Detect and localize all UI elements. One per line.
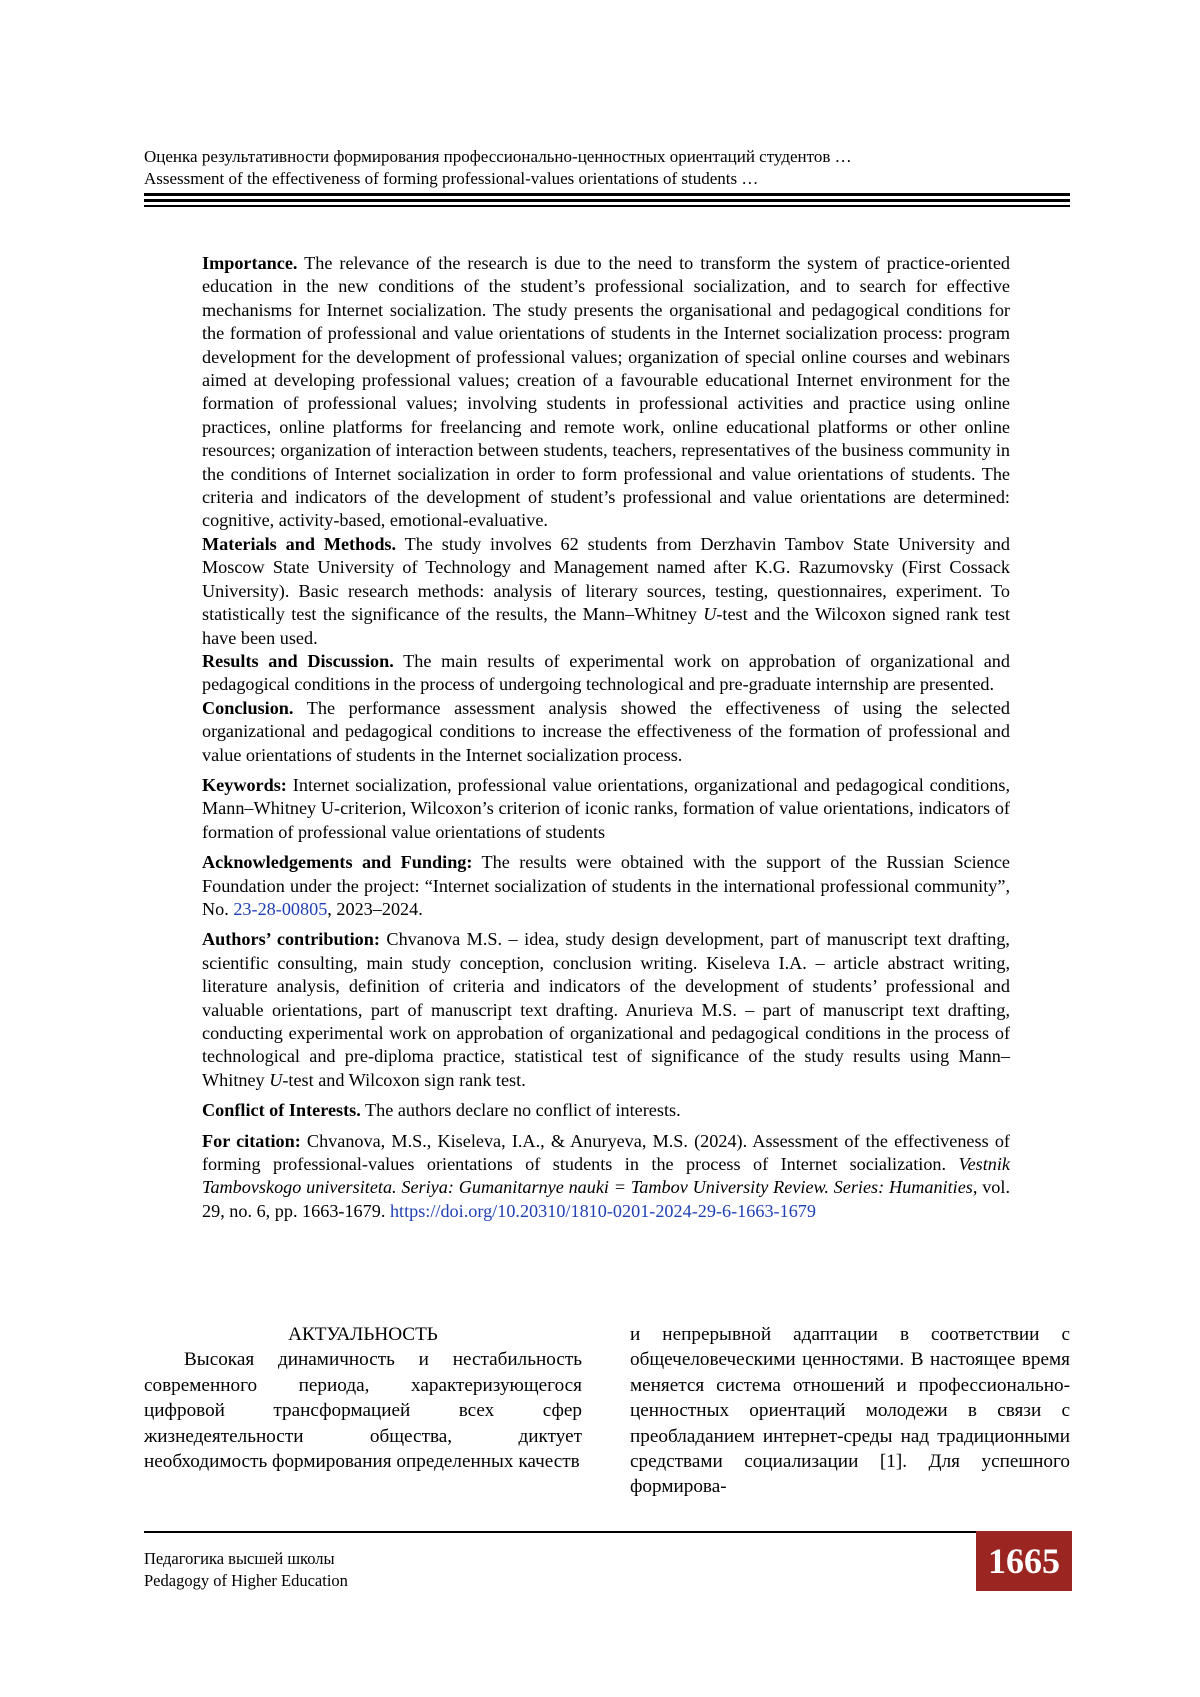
- conclusion-text: The performance assessment analysis showed the effectiveness of using the selected organizational and pedagogical conditions to increase the effectiveness of the formation of professional and value orientations of students in the Internet socialization process.: [202, 697, 1010, 765]
- running-footer: [144, 1548, 348, 1592]
- conclusion-label: Conclusion.: [202, 697, 294, 718]
- citation-journal: Vestnik Tambovskogo universiteta. Seriya: Gumanitarnye nauki = Tambov University Review. Series: Humanities: [202, 1154, 1010, 1198]
- conflict-label: Conflict of Interests.: [202, 1100, 361, 1121]
- funding-text: The results were obtained with the support of the Russian Science Foundation under the project: “Internet socialization of students in the international professional community”, No.: [202, 852, 1010, 919]
- methods-label: Materials and Methods.: [202, 533, 397, 554]
- footer-journal-en: Pedagogy of Higher Education: [144, 1571, 348, 1590]
- authors-u: U: [269, 1069, 283, 1090]
- header-rule-1: [144, 193, 1070, 196]
- funding-paragraph: [202, 851, 1010, 921]
- running-header-en: Assessment of the effectiveness of forming professional-values orientations of students …: [144, 169, 759, 188]
- importance-paragraph: [202, 252, 1010, 533]
- funding-label: Acknowledgements and Funding:: [202, 852, 473, 873]
- importance-text: The relevance of the research is due to the need to transform the system of practice-oriented education in the new conditions of the student’s professional socialization, and to search for effective mechanisms for Internet socialization. The study presents the organisational and pedagogical conditions for the formation of professional and value orientations of students in the Internet socialization process: program development for the development of professional values; organization of special online courses and webinars aimed at developing professional values; creation of a favourable educational Internet environment for the formation of professional values; involving students in professional activities and practice using online practices, online platforms for freelancing and remote work, online educational platforms or other online resources; organization of interaction between students, teachers, representatives of the business community in the conditions of Internet socialization in order to form professional and value orientations of students. The criteria and indicators of the development of student’s professional and value orientations are determined: cognitive, activity-based, emotional-evaluative.: [202, 253, 1010, 531]
- citation-paragraph: [202, 1130, 1010, 1224]
- abstract: [202, 252, 1010, 1223]
- section-title: АКТУАЛЬНОСТЬ: [288, 1324, 438, 1345]
- authors-label: Authors’ contribution:: [202, 929, 380, 950]
- doi-link[interactable]: https://doi.org/10.20310/1810-0201-2024-29-6-1663-1679: [389, 1200, 816, 1221]
- grant-link[interactable]: 23-28-00805: [233, 898, 328, 919]
- footer-journal-ru: Педагогика высшей школы: [144, 1549, 335, 1568]
- authors-text-end: -test and Wilcoxon sign rank test.: [282, 1069, 526, 1090]
- body-paragraph-right: и непрерывной адаптации в соответствии с общечеловеческими ценностями. В настоящее время меняется система отношений и профессионально-ценностных ориентаций молодежи в связи с преобладанием интернет-среды над традиционными средствами социализации [1]. Для успешного формирова-: [630, 1324, 1070, 1498]
- footer-rule: [144, 1531, 1070, 1533]
- results-paragraph: [202, 650, 1010, 697]
- running-header-ru: Оценка результативности формирования профессионально-ценностных ориентаций студентов …: [144, 147, 852, 166]
- methods-paragraph: [202, 533, 1010, 650]
- conflict-text: The authors declare no conflict of interests.: [360, 1100, 681, 1121]
- methods-u: U: [703, 604, 717, 625]
- conflict-paragraph: [202, 1099, 1010, 1122]
- citation-label: For citation:: [202, 1130, 301, 1151]
- results-label: Results and Discussion.: [202, 650, 394, 671]
- importance-label: Importance.: [202, 253, 298, 273]
- methods-text: The study involves 62 students from Derzhavin Tambov State University and Moscow State University of Technology and Management named after K.G. Razumovsky (First Cossack University). Basic research methods: analysis of literary sources, testing, questionnaires, experiment. To statistically test the significance of the results, the Mann–Whitney: [202, 533, 1010, 625]
- header-rule-2: [144, 199, 1070, 202]
- page-number: 1665: [976, 1531, 1072, 1591]
- results-text: The main results of experimental work on approbation of organizational and pedagogical conditions in the process of undergoing technological and pre-graduate internship are presented.: [202, 650, 1010, 695]
- body-column-left: [144, 1322, 582, 1474]
- header-rule-3: [144, 205, 1070, 207]
- citation-text: Chvanova, M.S., Kiseleva, I.A., & Anuryeva, M.S. (2024). Assessment of the effectiveness of forming professional-values orientations of students in the process of Internet socialization.: [202, 1130, 1010, 1175]
- running-header: [144, 146, 1072, 190]
- funding-text-end: , 2023–2024.: [327, 898, 423, 919]
- authors-text: Chvanova M.S. – idea, study design development, part of manuscript text drafting, scientific consulting, main study conception, conclusion writing. Kiseleva I.A. – article abstract writing, literature analysis, definition of criteria and indicators of the development of students’ professional and valuable orientations, part of manuscript text drafting. Anurieva M.S. – part of manuscript text drafting, conducting experimental work on approbation of organizational and pedagogical conditions in the process of technological and pre-diploma practice, statistical test of significance of the study results using Mann–Whitney: [202, 929, 1010, 1090]
- methods-text-end: -test and the Wilcoxon signed rank test have been used.: [202, 604, 1010, 648]
- keywords-paragraph: [202, 774, 1010, 844]
- body-column-right: [630, 1322, 1070, 1500]
- body-paragraph-left: Высокая динамичность и нестабильность современного периода, характеризующегося цифровой трансформацией всех сфер жизнедеятельности общества, диктует необходимость формирования определенных качеств: [144, 1349, 582, 1473]
- conclusion-paragraph: [202, 697, 1010, 767]
- authors-paragraph: [202, 928, 1010, 1092]
- citation-text-end: , vol. 29, no. 6, pp. 1663-1679.: [202, 1177, 1010, 1221]
- keywords-label: Keywords:: [202, 774, 287, 795]
- keywords-text: Internet socialization, professional value orientations, organizational and pedagogical conditions, Mann–Whitney U-criterion, Wilcoxon’s criterion of iconic ranks, formation of value orientations, indicators of formation of professional value orientations of students: [202, 774, 1010, 842]
